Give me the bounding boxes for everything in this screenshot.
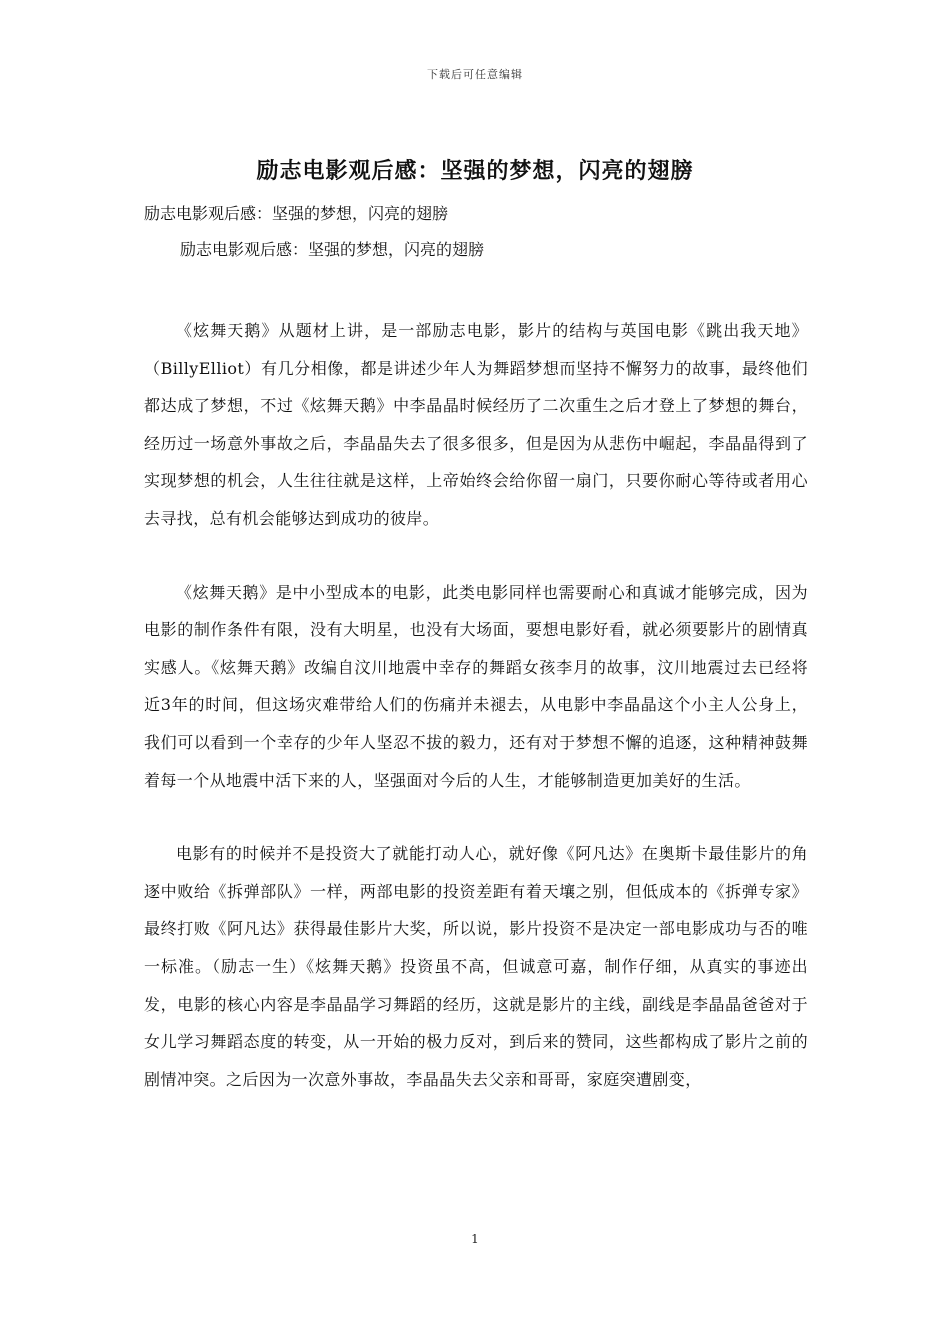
page-number: 1 [471, 1232, 479, 1246]
document-subtitle-1: 励志电影观后感：坚强的梦想，闪亮的翅膀 [144, 204, 449, 223]
body-paragraph-3: 电影有的时候并不是投资大了就能打动人心，就好像《阿凡达》在奥斯卡最佳影片的角逐中败给《拆弹部队》一样，两部电影的投资差距有着天壤之别，但低成本的《拆弹专家》最终打败《阿凡达》获得最佳影片大奖，所以说，影片投资不是决定一部电影成功与否的唯一标准。（励志一生）《炫舞天鹅》投资虽不高，但诚意可嘉，制作仔细，从真实的事迹出发，电影的核心内容是李晶晶学习舞蹈的经历，这就是影片的主线，副线是李晶晶爸爸对于女儿学习舞蹈态度的转变，从一开始的极力反对，到后来的赞同，这些都构成了影片之前的剧情冲突。之后因为一次意外事故，李晶晶失去父亲和哥哥，家庭突遭剧变， [144, 844, 808, 1089]
body-paragraph-2: 《炫舞天鹅》是中小型成本的电影，此类电影同样也需要耐心和真诚才能够完成，因为电影的制作条件有限，没有大明星，也没有大场面，要想电影好看，就必须要影片的剧情真实感人。《炫舞天鹅》改编自汶川地震中幸存的舞蹈女孩李月的故事，汶川地震过去已经将近3年的时间，但这场灾难带给人们的伤痛并未褪去，从电影中李晶晶这个小主人公身上，我们可以看到一个幸存的少年人坚忍不拔的毅力，还有对于梦想不懈的追逐，这种精神鼓舞着每一个从地震中活下来的人，坚强面对今后的人生，才能够制造更加美好的生活。 [144, 582, 808, 790]
document-body [144, 312, 808, 1098]
page-header: 下载后可任意编辑 [427, 68, 523, 81]
document-title: 励志电影观后感：坚强的梦想，闪亮的翅膀 [256, 159, 694, 184]
document-subtitle-2: 励志电影观后感：坚强的梦想，闪亮的翅膀 [180, 240, 485, 259]
body-paragraph-1: 《炫舞天鹅》从题材上讲，是一部励志电影，影片的结构与英国电影《跳出我天地》（BillyElliot）有几分相像，都是讲述少年人为舞蹈梦想而坚持不懈努力的故事，最终他们都达成了梦想，不过《炫舞天鹅》中李晶晶时候经历了二次重生之后才登上了梦想的舞台，经历过一场意外事故之后，李晶晶失去了很多很多，但是因为从悲伤中崛起，李晶晶得到了实现梦想的机会，人生往往就是这样，上帝始终会给你留一扇门，只要你耐心等待或者用心去寻找，总有机会能够达到成功的彼岸。 [144, 321, 808, 528]
